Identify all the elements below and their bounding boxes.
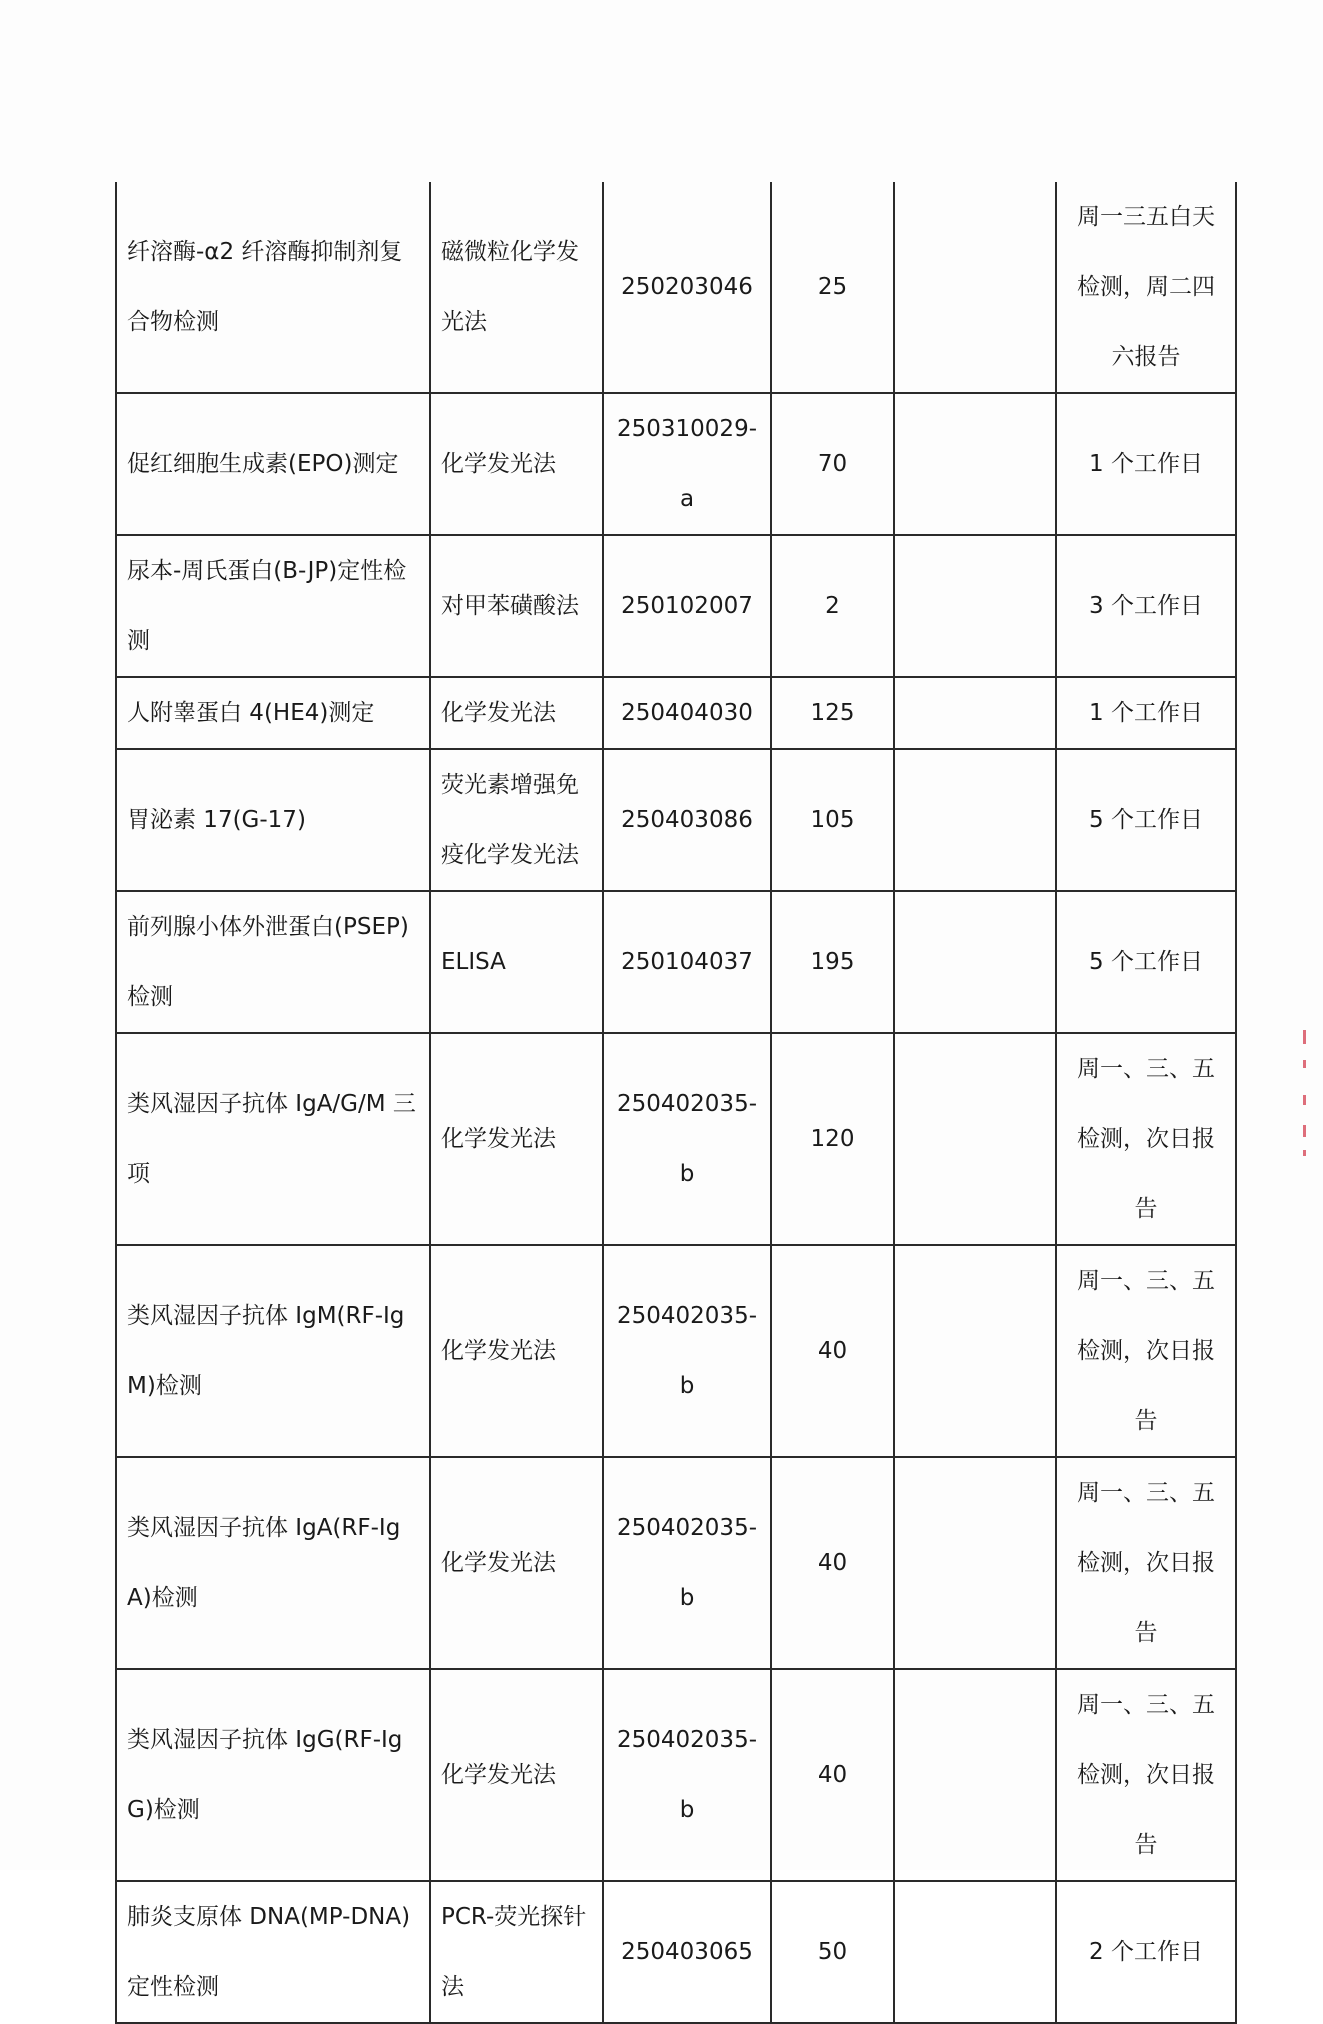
turnaround-time-cell: 周一三五白天检测，周二四六报告 (1056, 182, 1236, 393)
price-cell: 105 (771, 749, 894, 891)
turnaround-time-cell: 周一、三、五检测，次日报告 (1056, 1245, 1236, 1457)
test-method-cell: 磁微粒化学发光法 (430, 182, 603, 393)
test-name-cell: 前列腺小体外泄蛋白(PSEP)检测 (116, 891, 430, 1033)
test-name-cell: 人附睾蛋白 4(HE4)测定 (116, 677, 430, 749)
turnaround-time-cell: 周一、三、五检测，次日报告 (1056, 1669, 1236, 1881)
test-name-cell: 类风湿因子抗体 IgA(RF-IgA)检测 (116, 1457, 430, 1669)
empty-cell (894, 1457, 1056, 1669)
price-cell: 2 (771, 535, 894, 677)
table-row (116, 1033, 1236, 1245)
table-row (116, 1881, 1236, 2023)
empty-cell (894, 1669, 1056, 1881)
price-cell: 120 (771, 1033, 894, 1245)
table-row (116, 1669, 1236, 1881)
scan-edge-mark (1303, 1060, 1306, 1068)
scan-edge-mark (1303, 1150, 1306, 1156)
turnaround-time-cell: 5 个工作日 (1056, 749, 1236, 891)
table-row (116, 1245, 1236, 1457)
item-code-cell: 250402035-b (603, 1457, 771, 1669)
test-method-cell: 化学发光法 (430, 393, 603, 535)
item-code-cell: 250102007 (603, 535, 771, 677)
turnaround-time-cell: 3 个工作日 (1056, 535, 1236, 677)
empty-cell (894, 393, 1056, 535)
price-cell: 50 (771, 1881, 894, 2023)
empty-cell (894, 1245, 1056, 1457)
test-method-cell: 化学发光法 (430, 1669, 603, 1881)
test-name-cell: 促红细胞生成素(EPO)测定 (116, 393, 430, 535)
item-code-cell: 250404030 (603, 677, 771, 749)
test-method-cell: PCR-荧光探针法 (430, 1881, 603, 2023)
price-cell: 70 (771, 393, 894, 535)
empty-cell (894, 749, 1056, 891)
test-fee-table (115, 182, 1237, 2024)
table-row (116, 1457, 1236, 1669)
empty-cell (894, 182, 1056, 393)
turnaround-time-cell: 1 个工作日 (1056, 677, 1236, 749)
test-method-cell: 化学发光法 (430, 1245, 603, 1457)
item-code-cell: 250203046 (603, 182, 771, 393)
test-method-cell: 荧光素增强免疫化学发光法 (430, 749, 603, 891)
scan-edge-mark (1303, 1125, 1306, 1137)
test-method-cell: 化学发光法 (430, 1033, 603, 1245)
turnaround-time-cell: 2 个工作日 (1056, 1881, 1236, 2023)
test-method-cell: ELISA (430, 891, 603, 1033)
item-code-cell: 250403065 (603, 1881, 771, 2023)
empty-cell (894, 1881, 1056, 2023)
price-cell: 125 (771, 677, 894, 749)
price-cell: 195 (771, 891, 894, 1033)
test-name-cell: 肺炎支原体 DNA(MP-DNA)定性检测 (116, 1881, 430, 2023)
turnaround-time-cell: 1 个工作日 (1056, 393, 1236, 535)
item-code-cell: 250310029-a (603, 393, 771, 535)
turnaround-time-cell: 周一、三、五检测，次日报告 (1056, 1457, 1236, 1669)
empty-cell (894, 677, 1056, 749)
test-name-cell: 类风湿因子抗体 IgM(RF-IgM)检测 (116, 1245, 430, 1457)
table-row (116, 182, 1236, 393)
item-code-cell: 250403086 (603, 749, 771, 891)
price-cell: 40 (771, 1669, 894, 1881)
price-cell: 40 (771, 1457, 894, 1669)
item-code-cell: 250402035-b (603, 1669, 771, 1881)
turnaround-time-cell: 周一、三、五检测，次日报告 (1056, 1033, 1236, 1245)
item-code-cell: 250104037 (603, 891, 771, 1033)
test-method-cell: 对甲苯磺酸法 (430, 535, 603, 677)
empty-cell (894, 535, 1056, 677)
scan-edge-mark (1303, 1095, 1306, 1105)
table-row (116, 677, 1236, 749)
empty-cell (894, 1033, 1056, 1245)
item-code-cell: 250402035-b (603, 1245, 771, 1457)
table-row (116, 749, 1236, 891)
scan-edge-mark (1303, 1030, 1306, 1044)
test-name-cell: 尿本-周氏蛋白(B-JP)定性检测 (116, 535, 430, 677)
test-name-cell: 胃泌素 17(G-17) (116, 749, 430, 891)
test-name-cell: 类风湿因子抗体 IgA/G/M 三项 (116, 1033, 430, 1245)
test-method-cell: 化学发光法 (430, 1457, 603, 1669)
table-row (116, 535, 1236, 677)
price-cell: 25 (771, 182, 894, 393)
turnaround-time-cell: 5 个工作日 (1056, 891, 1236, 1033)
table-row (116, 393, 1236, 535)
test-name-cell: 纤溶酶-α2 纤溶酶抑制剂复合物检测 (116, 182, 430, 393)
table-row (116, 891, 1236, 1033)
empty-cell (894, 891, 1056, 1033)
price-cell: 40 (771, 1245, 894, 1457)
test-name-cell: 类风湿因子抗体 IgG(RF-IgG)检测 (116, 1669, 430, 1881)
item-code-cell: 250402035-b (603, 1033, 771, 1245)
test-method-cell: 化学发光法 (430, 677, 603, 749)
